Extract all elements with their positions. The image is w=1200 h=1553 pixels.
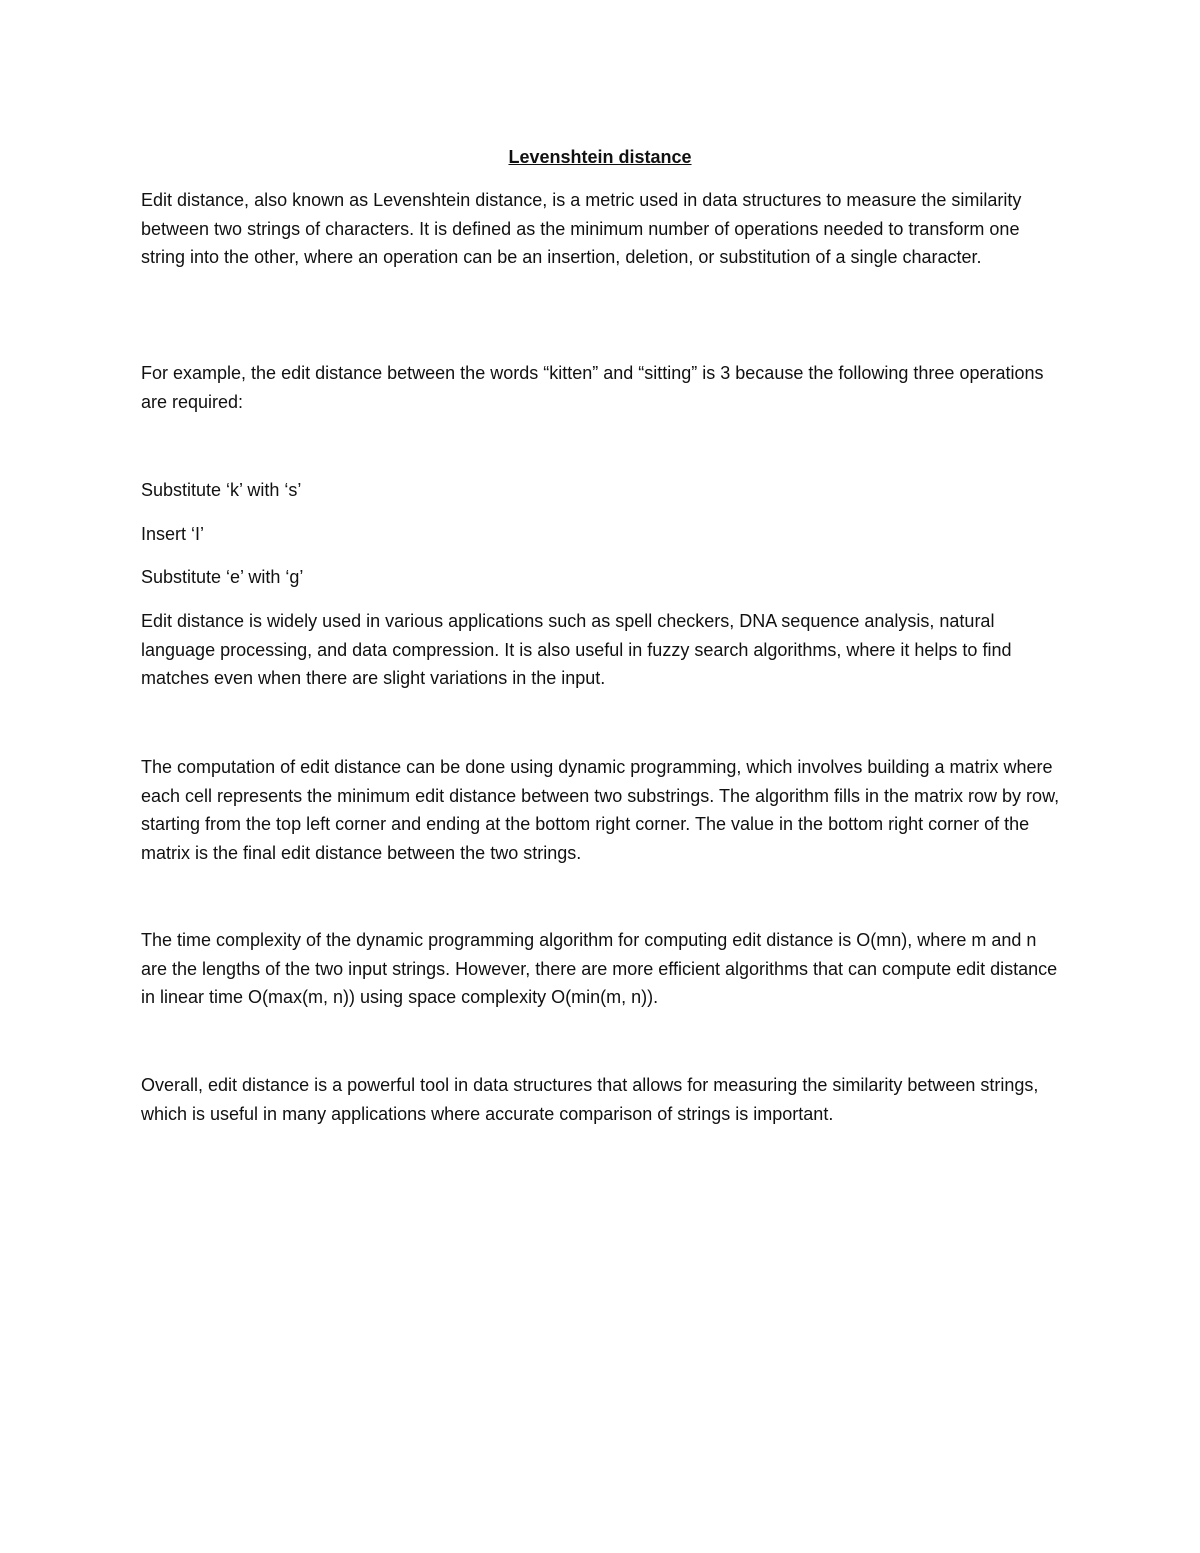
operation-step-3: Substitute ‘e’ with ‘g’ (141, 567, 304, 587)
operation-step-2: Insert ‘I’ (141, 524, 205, 544)
operation-step-1: Substitute ‘k’ with ‘s’ (141, 480, 302, 500)
conclusion-paragraph: Overall, edit distance is a powerful tool in data structures that allows for measuring the similarity between strings, which is useful in many applications where accurate comparison of strings is important. (141, 1075, 1039, 1124)
document-title: Levenshtein distance (508, 147, 692, 167)
example-paragraph: For example, the edit distance between the words “kitten” and “sitting” is 3 because the following three operations are required: (141, 363, 1044, 412)
computation-paragraph: The computation of edit distance can be done using dynamic programming, which involves building a matrix where each cell represents the minimum edit distance between two substrings. The algorithm fills in the matrix row by row, starting from the top left corner and ending at the bottom right corner. The value in the bottom right corner of the matrix is the final edit distance between the two strings. (141, 757, 1060, 863)
applications-paragraph: Edit distance is widely used in various applications such as spell checkers, DNA sequence analysis, natural language processing, and data compression. It is also useful in fuzzy search algorithms, where it helps to find matches even when there are slight variations in the input. (141, 611, 1012, 688)
intro-paragraph: Edit distance, also known as Levenshtein distance, is a metric used in data structures to measure the similarity between two strings of characters. It is defined as the minimum number of operations needed to transform one string into the other, where an operation can be an insertion, deletion, or substitution of a single character. (141, 190, 1022, 267)
complexity-paragraph: The time complexity of the dynamic programming algorithm for computing edit distance is O(mn), where m and n are the lengths of the two input strings. However, there are more efficient algorithms that can compute edit distance in linear time O(max(m, n)) using space complexity O(min(m, n)). (141, 930, 1058, 1007)
